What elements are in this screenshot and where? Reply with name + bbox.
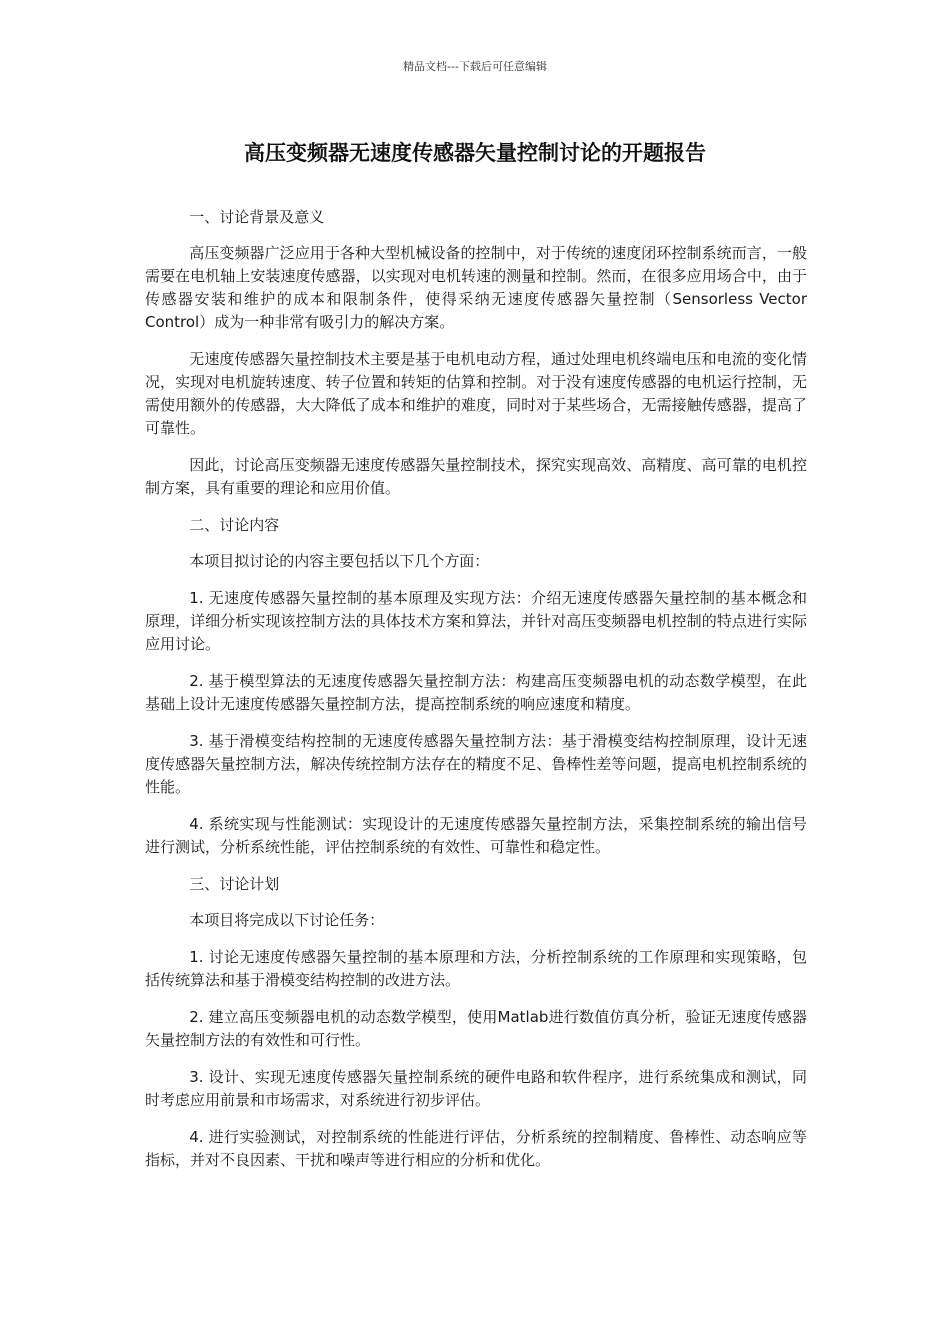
- paragraph-background-1: 高压变频器广泛应用于各种大型机械设备的控制中，对于传统的速度闭环控制系统而言，一般需要在电机轴上安装速度传感器，以实现对电机转速的测量和控制。然而，在很多应用场合中，由于传感器安装和维护的成本和限制条件，使得采纳无速度传感器矢量控制（Sensorless Vector Control）成为一种非常有吸引力的解决方案。: [145, 244, 807, 331]
- document-body: [145, 206, 807, 1186]
- list-item-content-4: 4. 系统实现与性能测试：实现设计的无速度传感器矢量控制方法，采集控制系统的输出信号进行测试，分析系统性能，评估控制系统的有效性、可靠性和稳定性。: [145, 815, 807, 856]
- list-item-plan-2: 2. 建立高压变频器电机的动态数学模型，使用Matlab进行数值仿真分析，验证无速度传感器矢量控制方法的有效性和可行性。: [145, 1008, 807, 1049]
- section-heading-content: 二、讨论内容: [189, 516, 280, 534]
- paragraph-background-3: 因此，讨论高压变频器无速度传感器矢量控制技术，探究实现高效、高精度、高可靠的电机控制方案，具有重要的理论和应用价值。: [145, 456, 807, 497]
- list-item-content-3: 3. 基于滑模变结构控制的无速度传感器矢量控制方法：基于滑模变结构控制原理，设计无速度传感器矢量控制方法，解决传统控制方法存在的精度不足、鲁棒性差等问题，提高电机控制系统的性能。: [145, 732, 807, 796]
- list-item-plan-3: 3. 设计、实现无速度传感器矢量控制系统的硬件电路和软件程序，进行系统集成和测试，同时考虑应用前景和市场需求，对系统进行初步评估。: [145, 1068, 807, 1109]
- section-heading-background: 一、讨论背景及意义: [189, 208, 325, 226]
- list-item-plan-1: 1. 讨论无速度传感器矢量控制的基本原理和方法，分析控制系统的工作原理和实现策略，包括传统算法和基于滑模变结构控制的改进方法。: [145, 948, 807, 989]
- paragraph-plan-intro: 本项目将完成以下讨论任务：: [189, 911, 385, 929]
- document-title: 高压变频器无速度传感器矢量控制讨论的开题报告: [244, 141, 706, 165]
- list-item-content-2: 2. 基于模型算法的无速度传感器矢量控制方法：构建高压变频器电机的动态数学模型，在此基础上设计无速度传感器矢量控制方法，提高控制系统的响应速度和精度。: [145, 672, 807, 713]
- section-heading-plan: 三、讨论计划: [189, 875, 280, 893]
- list-item-plan-4: 4. 进行实验测试，对控制系统的性能进行评估，分析系统的控制精度、鲁棒性、动态响应等指标，并对不良因素、干扰和噪声等进行相应的分析和优化。: [145, 1128, 807, 1169]
- paragraph-background-2: 无速度传感器矢量控制技术主要是基于电机电动方程，通过处理电机终端电压和电流的变化情况，实现对电机旋转速度、转子位置和转矩的估算和控制。对于没有速度传感器的电机运行控制，无需使用额外的传感器，大大降低了成本和维护的难度，同时对于某些场合，无需接触传感器，提高了可靠性。: [145, 350, 807, 437]
- list-item-content-1: 1. 无速度传感器矢量控制的基本原理及实现方法：介绍无速度传感器矢量控制的基本概念和原理，详细分析实现该控制方法的具体技术方案和算法，并针对高压变频器电机控制的特点进行实际应用讨论。: [145, 589, 807, 653]
- page-header-note: 精品文档---下载后可任意编辑: [403, 60, 547, 73]
- paragraph-content-intro: 本项目拟讨论的内容主要包括以下几个方面：: [189, 552, 490, 570]
